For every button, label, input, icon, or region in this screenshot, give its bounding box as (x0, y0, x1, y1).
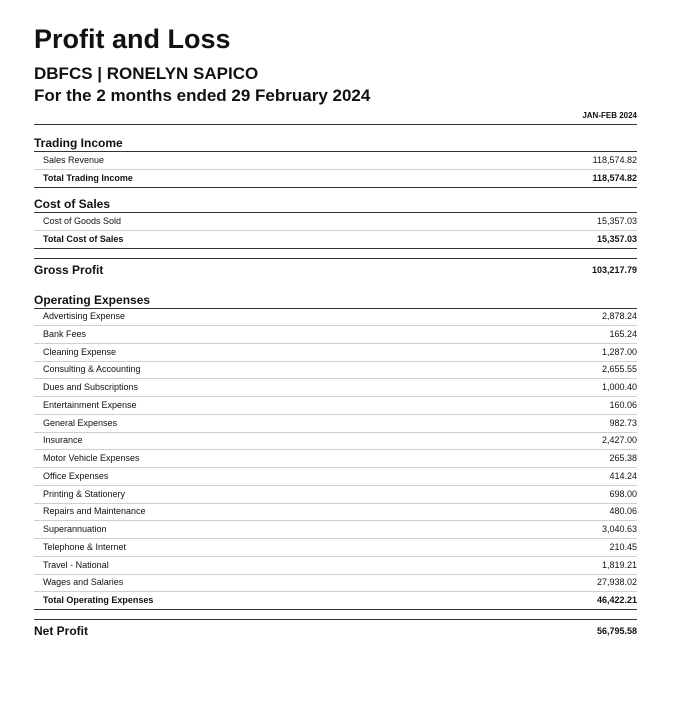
net-profit-row (34, 619, 637, 642)
gross-profit-value: 103,217.79 (591, 265, 637, 275)
line-item-label: Entertainment Expense (43, 399, 137, 410)
line-item (34, 361, 637, 379)
organisation-name: DBFCS | RONELYN SAPICO (34, 64, 259, 83)
line-item-cost-of-goods-sold (34, 213, 637, 231)
line-item (34, 557, 637, 575)
total-value: 118,574.82 (592, 173, 637, 183)
report-period: For the 2 months ended 29 February 2024 (34, 86, 371, 105)
line-item-label: Superannuation (43, 524, 107, 534)
line-item-value: 3,040.63 (601, 524, 637, 534)
line-item-label: Cost of Goods Sold (43, 216, 122, 226)
line-item-label: Telephone & Internet (43, 541, 127, 552)
total-label: Total Operating Expenses (43, 595, 154, 605)
line-item-value: 1,819.21 (601, 559, 637, 570)
line-item (34, 379, 637, 397)
line-item-value: 698.00 (609, 488, 637, 499)
total-label: Total Cost of Sales (43, 234, 124, 244)
column-header: JAN-FEB 2024 (582, 111, 637, 120)
line-item-value: 165.24 (609, 328, 637, 339)
section-heading-operating-expenses (34, 293, 637, 309)
total-trading-income-row (34, 170, 637, 188)
line-item-value: 118,574.82 (592, 155, 637, 165)
line-item-label: Cleaning Expense (43, 346, 117, 357)
line-item (34, 432, 637, 450)
line-item-sales-revenue (34, 152, 637, 170)
line-item-label: Consulting & Accounting (43, 364, 141, 375)
line-item-value: 1,000.40 (601, 382, 637, 392)
line-item (34, 415, 637, 433)
section-heading-label: Operating Expenses (34, 293, 151, 307)
line-item-value: 2,655.55 (601, 364, 637, 375)
line-item (34, 326, 637, 344)
total-operating-expenses-row (34, 592, 637, 610)
line-item (34, 503, 637, 521)
line-item-label: Advertising Expense (43, 311, 126, 321)
net-profit-label: Net Profit (34, 624, 88, 638)
line-item (34, 397, 637, 415)
line-item-label: Bank Fees (43, 328, 87, 339)
line-item-value: 15,357.03 (596, 216, 637, 226)
total-value: 15,357.03 (596, 234, 637, 244)
net-profit-value: 56,795.58 (596, 626, 637, 636)
line-item-value: 160.06 (609, 399, 637, 410)
line-item (34, 539, 637, 557)
line-item-value: 2,427.00 (601, 435, 637, 446)
report-title: Profit and Loss (34, 24, 231, 54)
total-cost-of-sales-row (34, 231, 637, 249)
line-item (34, 521, 637, 539)
line-item-label: Travel - National (43, 559, 109, 570)
gross-profit-row (34, 258, 637, 281)
line-item-value: 1,287.00 (601, 346, 637, 357)
line-item (34, 344, 637, 362)
line-item (34, 486, 637, 504)
section-heading-trading-income (34, 136, 637, 152)
line-item-label: Wages and Salaries (43, 577, 124, 588)
line-item-label: Dues and Subscriptions (43, 382, 139, 392)
section-heading-label: Trading Income (34, 136, 123, 150)
line-item-label: Motor Vehicle Expenses (43, 453, 140, 463)
line-item-value: 982.73 (609, 417, 637, 428)
line-item (34, 450, 637, 468)
line-item-label: Sales Revenue (43, 155, 105, 165)
line-item-label: Printing & Stationery (43, 488, 126, 499)
line-item (34, 308, 637, 326)
line-item-value: 210.45 (609, 541, 637, 552)
section-heading-label: Cost of Sales (34, 197, 111, 211)
line-item-label: Office Expenses (43, 470, 109, 481)
line-item-label: Repairs and Maintenance (43, 506, 146, 517)
gross-profit-label: Gross Profit (34, 263, 104, 277)
line-item (34, 574, 637, 592)
line-item-value: 2,878.24 (601, 311, 637, 321)
line-item-value: 480.06 (609, 506, 637, 517)
header-divider (34, 124, 637, 125)
section-heading-cost-of-sales (34, 197, 637, 213)
line-item-value: 265.38 (609, 453, 637, 463)
line-item-value: 27,938.02 (596, 577, 637, 588)
line-item-label: General Expenses (43, 417, 118, 428)
line-item-label: Insurance (43, 435, 83, 446)
total-value: 46,422.21 (596, 595, 637, 605)
line-item-value: 414.24 (609, 470, 637, 481)
line-item (34, 468, 637, 486)
total-label: Total Trading Income (43, 173, 133, 183)
